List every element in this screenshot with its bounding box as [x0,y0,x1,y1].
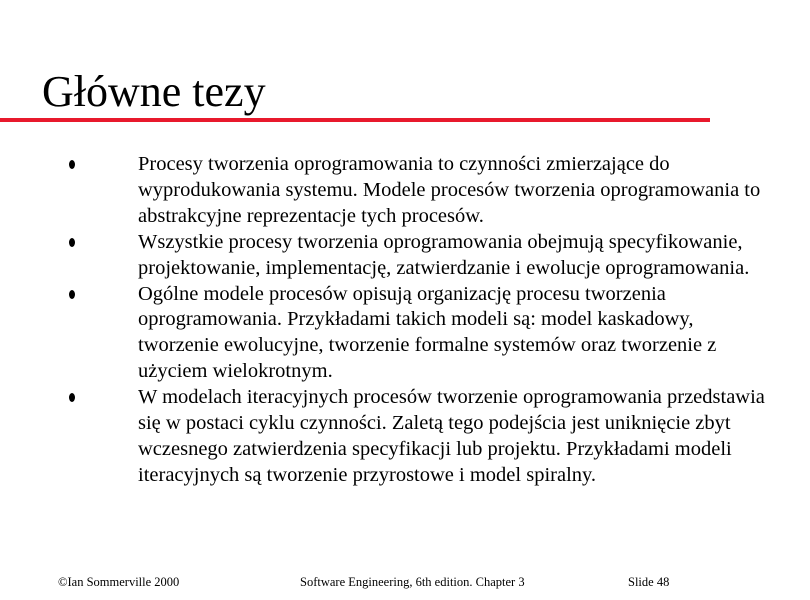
bullet-text: W modelach iteracyjnych procesów tworzenie oprogramowania przedstawia się w postaci cyklu czynności. Zaletą tego podejścia jest uniknięcie zbyt wczesnego zatwierdzenia specyfikacji lub projektu. Przykładami modeli iteracyjnych są tworzenie przyrostowe i model spiralny. [138,386,765,486]
slide-title: Główne tezy [42,67,266,116]
bullet-list [0,152,810,489]
bullet-item [0,385,778,489]
bullet-item [0,282,778,386]
bullet-text: Procesy tworzenia oprogramowania to czynności zmierzające do wyprodukowania systemu. Modele procesów tworzenia oprogramowania to abstrakcyjne reprezentacje tych procesów. [138,153,761,227]
bullet-item [0,152,778,230]
bullet-dot-icon [69,238,75,247]
bullet-dot-icon [69,160,75,169]
footer-slide-number: Slide 48 [628,575,670,589]
footer-copyright: ©Ian Sommerville 2000 [58,575,180,589]
title-underline-rule [0,118,710,122]
bullet-item [0,230,778,282]
bullet-text: Wszystkie procesy tworzenia oprogramowania obejmują specyfikowanie, projektowanie, implementację, zatwierdzanie i ewolucje oprogramowania. [138,230,750,279]
footer-book-title: Software Engineering, 6th edition. Chapter 3 [300,575,525,589]
bullet-text: Ogólne modele procesów opisują organizację procesu tworzenia oprogramowania. Przykładami takich modeli są: model kaskadowy, tworzenie ewolucyjne, tworzenie formalne systemów oraz tworzenie z użyciem wielokrotnym. [138,282,717,383]
bullet-dot-icon [69,393,75,402]
bullet-dot-icon [69,290,75,299]
